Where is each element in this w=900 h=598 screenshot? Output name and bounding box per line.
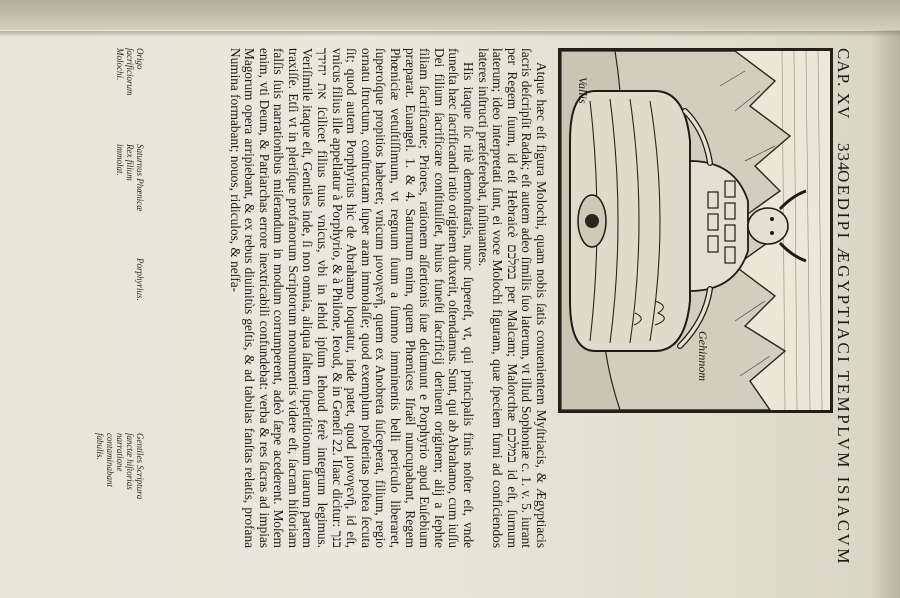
marginal-note: Saturnus Phœnicæ Rex filium immolat. [115, 144, 145, 212]
running-title: OEDIPI ÆGYPTIACI TEMPLVM ISIACVM [834, 170, 853, 566]
paragraph: His itaque ſic ritè demonſtratis, nunc ſupereſt, vt, qui principalis finis noſter eſt, vnde funeſta hæc ſacrificandi ratio originem duxerit, oſtendamus. Sunt, qui ab Abrahamo, cum iuſſu Dei filium ſacrificare conſtituiſſet, huius funeſti ſacrificij deriuent originem; alij a Iephte filiam ſacrificante; Priores, rationem aſſertionis ſuæ deſumunt e Porphyrio apud Euſebium præparat. Euangel. 1. & 4. Saturnum enim, quem Phœnices Iſraël nuncupabant, Regem Phœniciæ vetuſtiſſimum, vt regnum ſuum a ſummo imminentis belli periculo liberaret, ſuperoſque propitios haberet; vnicum μονογενῆ, quem ex Anobreta ſuſceperat, filium, regio ornatu ſtructum, conſtructam ſuper aram immolaſſe; quod exemplum poſteritas poſtea ſecuta ſit; quod autem Porphyrius hic de Abrahamo loquatur, inde patet, quod μονογενῆ, id eſt, vnicus filius ille appellatur à Porphyrio, & à Philone, Ieoud, & in Geneſi 22. Iſaac dicitur: בנך את יחידך ſcilicet filius tuus vnicus, vbi in Iehid ipſum Iehoud ferè integrum legimus. Veriſimile itaque eſt, Gentiles inde, ſi non omnia, aliqua ſaltem ſuperſtitionum ſuarum partem traxiſſe. Etſi vt in pleriſque profanorum Scriptorum monumentis videre eſt, ſacram hiſtoriam falſis ſuis narrationibus miſerandum in modum corrumperent, adeò ſæpe acederent. Moſem enim, vti Deum, & Patriarchas errore inextricabili confundebat: verba & res ſacras ad impias Magorum opera arripiebant, & ex rebus diuinitùs geſtis, & ad tabulas fanſtas relatis, profana Numina formabant; nouos, ridiculos, & neſfa- [227, 48, 477, 549]
page-edge-shadow [870, 30, 900, 598]
label-gehinnom: Gehinnom [696, 331, 710, 381]
paragraph: Atque hæc eſt figura Molochi, quam nobis ſatis conuenientem Myſtriacis, & Ægyptiacis ſacris deſcripſit Radak; eſt autem adeo ſimilis ſuo laterum, vt illud Sophoniæ c. 1. v. 5. iurant per Regem ſuum, id eſt Hebraicè במלכם per Malcam; Malorcthæ במלכם id eſt, ſurnum laterum; ideo interpretati ſunt, ei voce Molochi figuram, quæ ſpeciem furni ad conficiendos lateres inſtructi præſeferebat, inſinuantes. [475, 48, 549, 549]
marginal-note: Porphyrius. [135, 258, 145, 301]
page-fold-shadow [0, 31, 900, 37]
facing-page-edge [0, 0, 900, 34]
chapter-label: CAP. XV [834, 48, 853, 120]
page-number: 334 [834, 143, 853, 172]
label-vallis: Vallis [576, 77, 590, 104]
marginal-notes [65, 48, 145, 548]
moloch-woodcut-illustration [558, 48, 833, 413]
body-text [227, 48, 548, 548]
rotated-page-content [65, 48, 855, 566]
marginal-note: Gentiles Scriptura ſanctæ hiſtorias narratione contaminabant fabulis. [95, 433, 145, 500]
marginal-note: Origo ſacrificiorum Molochi. [115, 48, 145, 96]
